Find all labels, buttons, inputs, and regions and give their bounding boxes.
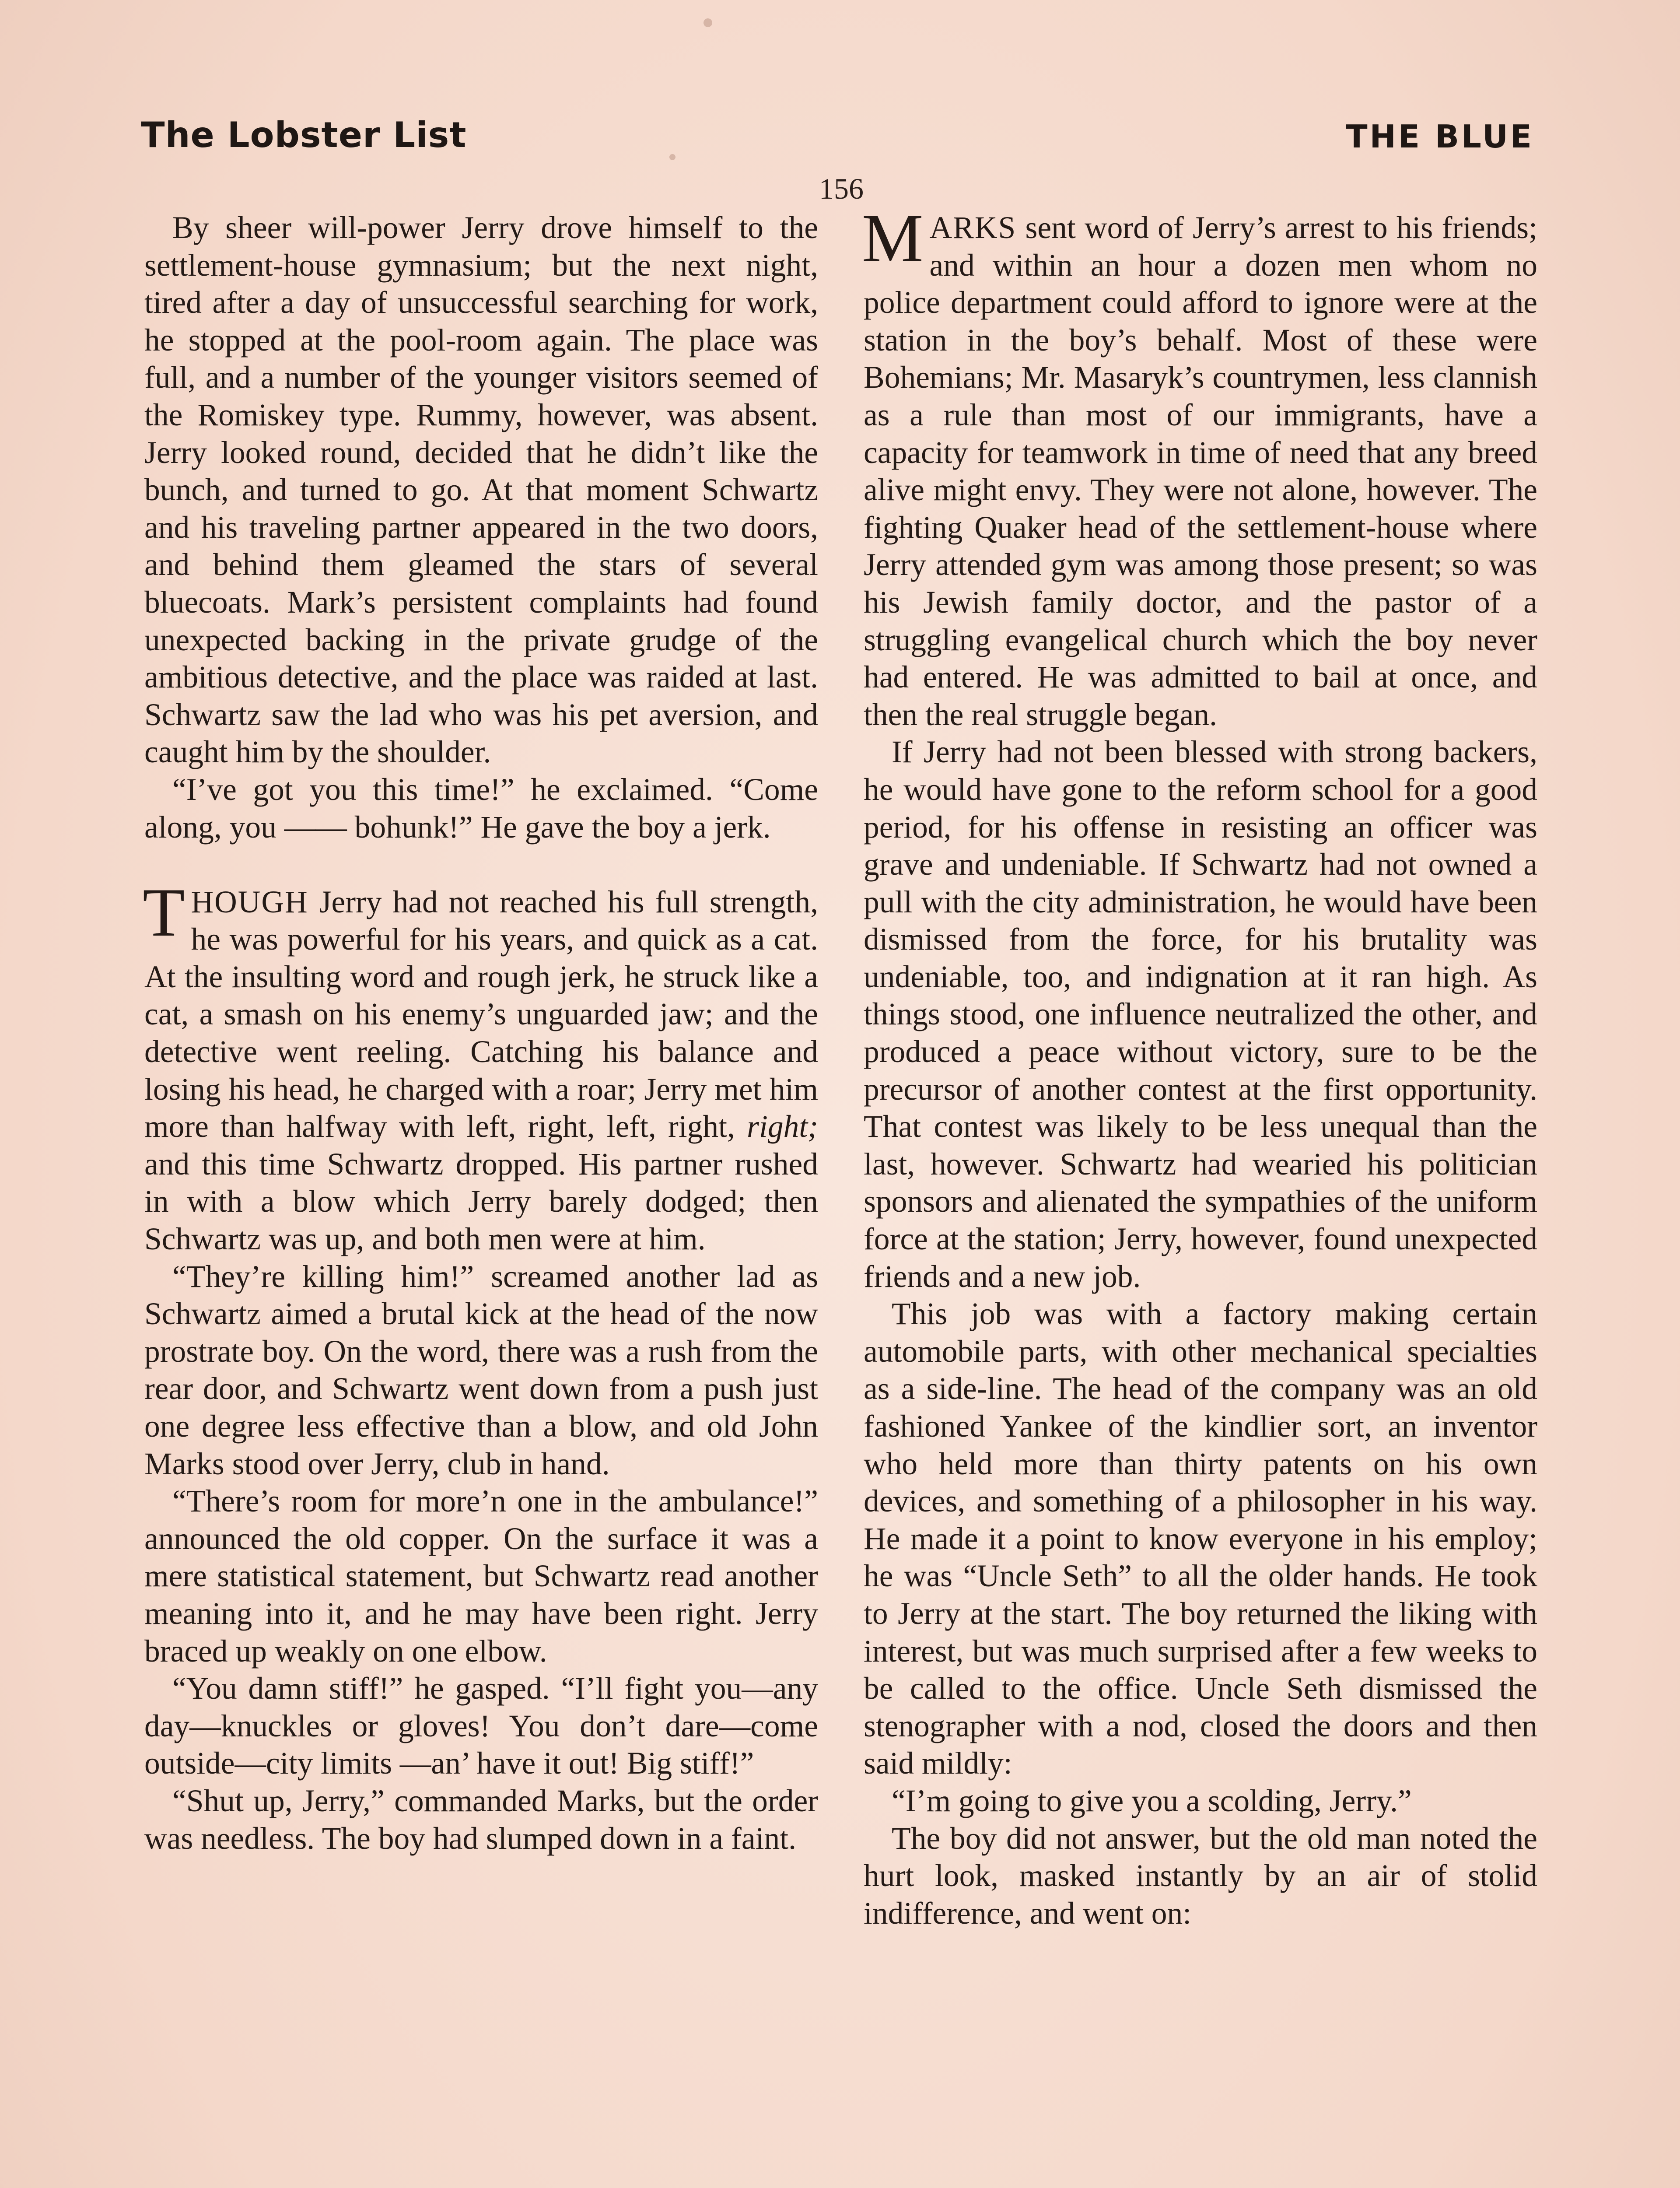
drop-cap: M <box>862 200 924 277</box>
small-caps-lead: HOUGH <box>191 884 308 919</box>
paragraph-text: sent word of Jerry’s arrest to his friends; and within an hour a dozen men whom no police department could afford to ignore were at the station in the boy’s behalf. Most of these were Bohemians; Mr. Masaryk’s countrymen, less clannish as a rule than most of our immigrants, have a capacity for teamwork in time of need that any breed alive might envy. They were not alone, however. The fighting Quaker head of the settlement-house where Jerry attended gym was among those present; so was his Jewish family doctor, and the pastor of a struggling evangelical church which the boy never had entered. He was admitted to bail at once, and then the real struggle began. <box>864 210 1537 732</box>
paragraph: “I’ve got you this time!” he exclaimed. “Come along, you —— bohunk!” He gave the boy a jerk. <box>144 772 818 845</box>
paragraph: “They’re killing him!” screamed another lad as Schwartz aimed a brutal kick at the head of the now prostrate boy. On the word, there was a rush from the rear door, and Schwartz went down from a push just one degree less effective than a blow, and old John Marks stood over Jerry, club in hand. <box>144 1259 818 1481</box>
paragraph: “Shut up, Jerry,” commanded Marks, but the order was needless. The boy had slumped down in a faint. <box>144 1783 818 1856</box>
paragraph: The boy did not answer, but the old man noted the hurt look, masked instantly by an air of stolid indifference, and went on: <box>864 1821 1537 1931</box>
small-caps-lead: ARKS <box>929 210 1017 245</box>
paragraph: By sheer will-power Jerry drove himself to the settlement-house gymnasium; but the next night, tired after a day of unsuccessful searching for work, he stopped at the pool-room again. The place was full, and a number of the younger visitors seemed of the Romiskey type. Rummy, however, was absent. Jerry looked round, decided that he didn’t like the bunch, and turned to go. At that moment Schwartz and his traveling partner appeared in the two doors, and behind them gleamed the stars of several bluecoats. Mark’s persistent complaints had found unexpected backing in the private grudge of the ambitious detective, and the place was raided at last. Schwartz saw the lad who was his pet aversion, and caught him by the shoulder. <box>144 210 818 770</box>
paragraph: If Jerry had not been blessed with strong backers, he would have gone to the reform school for a good period, for his offense in resisting an officer was grave and undeniable. If Schwartz had not owned a pull with the city administration, he would have been dismissed from the force, for his brutality was undeniable, too, and indignation at it ran high. As things stood, one influence neutralized the other, and produced a peace without victory, sure to be the precursor of another contest at the first opportunity. That contest was likely to be less unequal than the last, however. Schwartz had wearied his politician sponsors and alienated the sympathies of the uniform force at the station; Jerry, however, found unexpected friends and a new job. <box>864 735 1537 1294</box>
paragraph: “I’m going to give you a scolding, Jerry.” <box>892 1783 1412 1818</box>
paragraph: “You damn stiff!” he gasped. “I’ll fight you—any day—knuckles or gloves! You don’t dare—come outside—city limits —an’ have it out! Big stiff!” <box>144 1671 818 1781</box>
paragraph: “There’s room for more’n one in the ambulance!” announced the old copper. On the surface it was a mere statistical statement, but Schwartz read another meaning into it, and he may have been right. Jerry braced up weakly on one elbow. <box>144 1484 818 1669</box>
paper-speck <box>704 18 712 27</box>
left-column <box>144 209 818 1857</box>
paragraph-text: and this time Schwartz dropped. His partner rushed in with a blow which Jerry barely dodged; then Schwartz was up, and both men were at him. <box>144 1147 818 1257</box>
paragraph: This job was with a factory making certain automobile parts, with other mechanical specialties as a side-line. The head of the company was an old fashioned Yankee of the kindlier sort, an inventor who held more than thirty patents on his own devices, and something of a philosopher in his way. He made it a point to know everyone in his employ; he was “Uncle Seth” to all the older hands. He took to Jerry at the start. The boy returned the liking with interest, but was much surprised after a few weeks to be called to the office. Uncle Seth dismissed the stenographer with a nod, closed the doors and then said mildly: <box>864 1297 1537 1781</box>
italic-emphasis: right; <box>747 1109 818 1144</box>
paragraph-dropcap <box>862 200 1537 733</box>
page-number: 156 <box>819 172 864 205</box>
paragraph-dropcap <box>143 874 818 1258</box>
paragraph-text: Jerry had not reached his full strength, he was powerful for his years, and quick as a cat. At the insulting word and rough jerk, he struck like a cat, a smash on his enemy’s unguarded jaw; and the detective went reeling. Catching his balance and losing his head, he charged with a roar; Jerry met him more than halfway with left, right, left, right, <box>144 884 818 1144</box>
paper-speck <box>669 154 676 160</box>
drop-cap: T <box>143 874 185 951</box>
right-column <box>862 200 1537 1932</box>
running-title-right: THE BLUE <box>1346 118 1534 155</box>
running-title-left: The Lobster List <box>141 115 467 155</box>
